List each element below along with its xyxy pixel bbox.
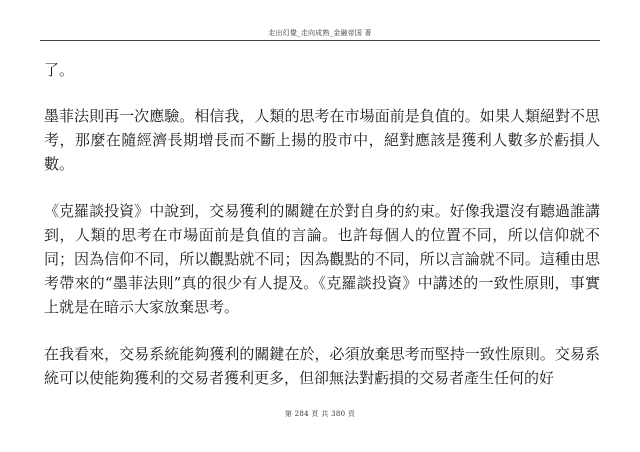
paragraph-continuation: 了。 (44, 61, 75, 79)
header-divider (40, 40, 600, 41)
paragraph-murphy-law: 墨菲法則再一次應驗。相信我，人類的思考在市場面前是負值的。如果人類絕對不思考，那麼在隨經濟長期增長而不斷上揚的股市中，絕對應該是獲利人數多於虧損人數。 (44, 107, 600, 173)
page-number-footer: 第 284 頁 共 380 頁 (284, 410, 356, 418)
body-text (44, 58, 600, 413)
paragraph-trading-system: 在我看來，交易系統能夠獲利的關鍵在於，必須放棄思考而堅持一致性原則。交易系統可以使能夠獲利的交易者獲利更多，但卻無法對虧損的交易者產生任何的好 (44, 345, 600, 387)
running-header: 走出幻覺_走向成熟_金融帝国 著 (268, 29, 372, 37)
paragraph-crowe-book: 《克羅談投資》中說到，交易獲利的關鍵在於對自身的約束。好像我還沒有聽過誰講到，人類的思考在市場面前是負值的言論。也許每個人的位置不同，所以信仰就不同；因為信仰不同，所以觀點就不同；因為觀點的不同，所以言論就不同。這種由思考帶來的“墨菲法則”真的很少有人提及。《克羅談投資》中講述的一致性原則，事實上就是在暗示大家放棄思考。 (44, 202, 600, 316)
